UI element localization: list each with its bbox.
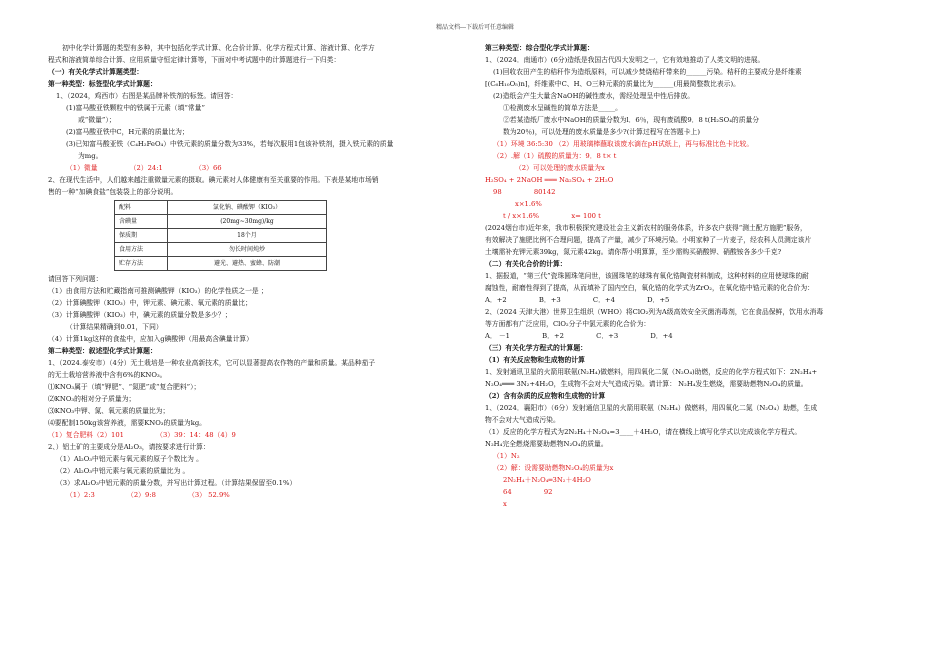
answer-5-equation: H₂SO₄ + 2NaOH ═══ Na₂SO₄ + 2H₂O — [485, 176, 614, 184]
table-cell-value: (20mg~30mg)/kg — [168, 215, 327, 229]
answer-4 — [48, 489, 472, 501]
section-heading-3: （三）有关化学方程式的计算题： — [485, 344, 587, 352]
page-header: 精品文档---下载后可任意编辑 — [435, 24, 515, 31]
question-1-part-2: (2)富马酸亚铁中C，H元素的质量比为； — [66, 128, 189, 136]
question-8-line-1: 2、（2024 天津大港）世界卫生组织（WHO）将ClO₂列为A级高效安全灭菌消毒剂，它在食品保鲜，饮用水消毒 — [485, 308, 824, 316]
question-2-part-1: （1）由食用方法和贮藏指南可推测碘酸钾（KIO₃）的化学性质之一是 ； — [48, 287, 268, 295]
answer-5-unknown: x×1.6% — [515, 200, 542, 208]
option-d: D．+4 — [650, 332, 673, 340]
answer-5-line-3: （2）可以处理的废水质量为x — [515, 164, 605, 172]
answer-1-part-1: （1）微量 — [66, 164, 98, 172]
table-row — [115, 257, 327, 271]
question-2-line-2: 售的一种“加碘食盐”包装袋上的部分说明。 — [48, 188, 178, 196]
question-2-prompt: 请回答下列问题： — [48, 275, 103, 283]
question-5-part-2: (2)造纸会产生大量含NaOH的碱性废水，需经处理呈中性后排放。 — [493, 92, 695, 100]
question-7-line-2: 腐蚀性，耐磨性得到了提高，从而填补了国内空白，氧化锆的化学式为ZrO₂，在氧化锆中锆元素的化合价为： — [485, 284, 814, 292]
answer-10-part-1: （1）N₂ — [493, 452, 520, 460]
table-cell-value: 勿长时间炖炒 — [168, 243, 327, 257]
table-cell-key: 食用方法 — [115, 243, 168, 257]
answer-4-part-2: （2）9:8 — [127, 491, 156, 499]
question-10-part-2: N₂H₄完全燃烧需要助燃物N₂O₄的质量。 — [485, 440, 608, 448]
question-4-part-1: （1）Al₂O₃中铝元素与氧元素的原子个数比为 。 — [56, 455, 203, 463]
salt-label-table — [114, 200, 327, 271]
option-d: D．+5 — [647, 296, 670, 304]
answer-10-part-2: （2）解：设需要助燃物N₂O₄的质量为x — [493, 464, 614, 472]
question-9-line-1: 1、发射通讯卫星的火箭用联氨(N₂H₄)做燃料，用四氧化二氮（N₂O₄)助燃，反应的化学方程式如下：2N₂H₄+ — [485, 368, 818, 376]
question-5-part-2a: ①检测废水呈碱性的简单方法是_____。 — [503, 104, 622, 112]
option-a: A． －1 — [485, 332, 510, 340]
answer-5-ratio — [485, 210, 905, 222]
type-heading-1: 第一种类型：标签型化学式计算题： — [48, 80, 157, 88]
question-1-part-1a: (1)富马酸亚铁颗粒中的铁属于元素（填“常量” — [66, 104, 205, 112]
answer-5-masses — [485, 186, 905, 198]
option-b: B．+3 — [538, 296, 561, 304]
question-2-part-4: （4）计算1kg这样的食盐中，应加入g碘酸钾（用最高含碘量计算） — [48, 335, 253, 343]
question-5: 1、（2024．南通市）(6分)造纸是我国古代四大发明之一，它有效地推动了人类文明的进展。 — [485, 56, 765, 64]
question-2-part-3-note: （计算结果精确到0.01，下同） — [66, 323, 163, 331]
question-4-part-2: （2）Al₂O₃中铝元素与氧元素的质量比为 。 — [56, 467, 190, 475]
question-9-line-2: N₂O₄═══ 3N₂+4H₂O，生成物不会对大气造成污染。请计算： N₂H₄发生燃烧，需要助燃物N₂O₄的质量。 — [485, 380, 808, 388]
question-2-part-3: （3）计算碘酸钾（KIO₃）中，碘元素的质量分数是多少？； — [48, 311, 232, 319]
table-row — [115, 243, 327, 257]
table-cell-key: 保质期 — [115, 229, 168, 243]
left-column — [48, 42, 472, 501]
option-c: C．+3 — [596, 332, 619, 340]
table-row — [115, 201, 327, 215]
answer-5-ratio-expr: t / x×1.6% — [503, 212, 540, 220]
table-row — [115, 215, 327, 229]
question-3-line-1: 1、（2024.泰安市）（4分）无土栽培是一种农业高新技术，它可以显著提高农作物的产量和质量。某品种茄子 — [48, 359, 376, 367]
subsection-heading-2: （2）含有杂质的反应物和生成物的计算 — [485, 392, 606, 400]
question-1-part-3b: 为mg。 — [78, 152, 103, 160]
answer-5-mass-1: 98 — [493, 188, 502, 196]
question-4-part-3: （3）求Al₂O₃中铝元素的质量分数，并写出计算过程。（计算结果保留至0.1%） — [56, 479, 297, 487]
question-3-part-3: ⑶KNO₃中钾、氮、氧元素的质量比为； — [48, 407, 170, 415]
table-cell-key: 贮存方法 — [115, 257, 168, 271]
answer-4-part-3: （3） 52.9% — [188, 491, 230, 499]
question-1: 1、（2024，鸡西市）右图是某品牌补铁剂的标签。请回答： — [56, 92, 238, 100]
question-10-line-1: 1、（2024．襄阳市）（6分）发射通信卫星的火箭用联氨（N₂H₄）做燃料，用四氧化二氮（N₂O₄）助燃，生成 — [485, 404, 818, 412]
option-b: B．+2 — [542, 332, 564, 340]
option-a: A．+2 — [485, 296, 507, 304]
question-3-part-2: ⑵KNO₃的相对分子质量为； — [48, 395, 136, 403]
question-3-part-4: ⑷要配制150kg该营养液，需要KNO₃的质量为kg。 — [48, 419, 206, 427]
answer-3-part-2: （3）39：14：48（4）9 — [156, 431, 236, 439]
intro-line-1: 初中化学计算题的类型有多种，其中包括化学式计算、化合价计算、化学方程式计算、溶液计算、化学方 — [62, 44, 375, 52]
question-10-part-1: （1）反应的化学方程式为2N₂H₄＋N₂O₄=3____＋4H₂O，请在横线上填写化学式以完成该化学方程式。 — [485, 428, 802, 436]
right-column — [485, 42, 905, 510]
answer-1-part-3: （3）66 — [195, 164, 222, 172]
answer-1 — [48, 162, 472, 174]
question-1-part-1b: 或“微量”）； — [78, 116, 116, 124]
subsection-heading-1: （1）有关反应物和生成物的计算 — [485, 356, 585, 364]
option-c: C．+4 — [592, 296, 615, 304]
type-heading-3: 第三种类型：综合型化学式计算题： — [485, 44, 594, 52]
answer-5-line-1: （1）环境 36:5:30 （2）用玻璃棒蘸取该废水滴在pH试纸上，再与标准比色卡比较。 — [493, 140, 754, 148]
table-cell-value: 氯化钠、碘酸钾（KIO₃） — [168, 201, 327, 215]
question-3-line-2: 的无土栽培营养液中含有6%的KNO₃。 — [48, 371, 167, 379]
answer-1-part-2: （2）24:1 — [129, 164, 163, 172]
table-cell-value: 18个月 — [168, 229, 327, 243]
question-6-line-3: 土壤需补充钾元素39kg，氮元素42kg。请你帮小明算算，至少需购买硝酸钾、硝酸铵各多少千克? — [485, 248, 782, 256]
answer-10-equation: 2N₂H₄＋N₂O₄═3N₂＋4H₂O — [503, 476, 591, 484]
question-2-part-2: （2）计算碘酸钾（KIO₃）中，钾元素、碘元素、氧元素的质量比； — [48, 299, 252, 307]
answer-10-unknown: x — [503, 500, 507, 508]
question-1-part-3a: (3)已知富马酸亚铁（C₄H₂FeO₄）中铁元素的质量分数为33%，若每次服用1包该补铁剂，摄入铁元素的质量 — [66, 140, 394, 148]
table-cell-key: 含碘量 — [115, 215, 168, 229]
table-cell-value: 避光、避热、蜜蜂、防潮 — [168, 257, 327, 271]
question-5-part-2b: ②若某造纸厂废水中NaOH的质量分数为l．6％，现有废硫酸9．8 t(H₂SO₄的质量分 — [503, 116, 760, 124]
intro-line-2: 程式和溶液简单综合计算、应用质量守恒定律计算等，下面对中考试题中的计算题进行一下归类： — [48, 56, 341, 64]
question-8-options — [485, 330, 905, 342]
answer-10-mass-2: 92 — [543, 488, 553, 496]
question-10-line-2: 物不会对大气造成污染。 — [485, 416, 560, 424]
question-8-line-2: 等方面都有广泛应用，ClO₂分子中氯元素的化合价为： — [485, 320, 651, 328]
question-2-line-1: 2、在现代生活中，人们越来越注重微量元素的摄取。碘元素对人体健康有至关重要的作用。下表是某地市场销 — [48, 176, 379, 184]
question-7-line-1: 1、据报道，“第三代”瓷珠圆珠笔问世，该圆珠笔的球珠有氧化锆陶瓷材料制成，这种材料的应用使球珠的耐 — [485, 272, 809, 280]
question-6-line-1: (2024烟台市)近年来，我市积极探究建设社会主义新农村的服务体系，许多农户获得“测土配方施肥”服务， — [485, 224, 807, 232]
section-heading-2: （二）有关化合价的计算： — [485, 260, 567, 268]
question-6-line-2: 有效解决了施肥比例不合理问题，提高了产量，减少了环境污染。小明家种了一片麦子，经农科人员测定该片 — [485, 236, 812, 244]
answer-5-result: x= 100 t — [571, 212, 601, 220]
table-row — [115, 229, 327, 243]
answer-5-mass-2: 80142 — [533, 188, 556, 196]
section-heading-1: （一）有关化学式计算题类型： — [48, 68, 144, 76]
question-4: 2、）铝土矿的主要成分是Al₂O₃，请按要求进行计算： — [48, 443, 210, 451]
question-5-part-1b: [(C₆H₁₀O₅)n]，纤维素中C、H、O三种元素的质量比为______(用最简整数比表示)。 — [485, 80, 740, 88]
question-5-part-2c: 数为20％)，可以处理的废水质量是多少?(计算过程写在答题卡上) — [503, 128, 700, 136]
answer-3-part-1: （1）复合肥料（2）101 — [48, 431, 124, 439]
answer-10-mass-1: 64 — [503, 488, 512, 496]
answer-4-part-1: （1）2:3 — [66, 491, 95, 499]
answer-3 — [48, 429, 472, 441]
answer-5-line-2: （2）.解（1）硫酸的质量为：9．8 t× t — [493, 152, 617, 160]
question-7-options — [485, 294, 905, 306]
question-3-part-1: ⑴KNO₃属于（填“钾肥”、“氮肥”或“复合肥料”）； — [48, 383, 201, 391]
table-cell-key: 配料 — [115, 201, 168, 215]
type-heading-2: 第二种类型：叙述型化学式计算题： — [48, 347, 157, 355]
answer-10-masses — [485, 486, 905, 498]
question-5-part-1a: (1)回收农田产生的秸秆作为造纸原料，可以减少焚烧秸秆带来的______污染。秸秆的主要成分是纤维素 — [493, 68, 802, 76]
